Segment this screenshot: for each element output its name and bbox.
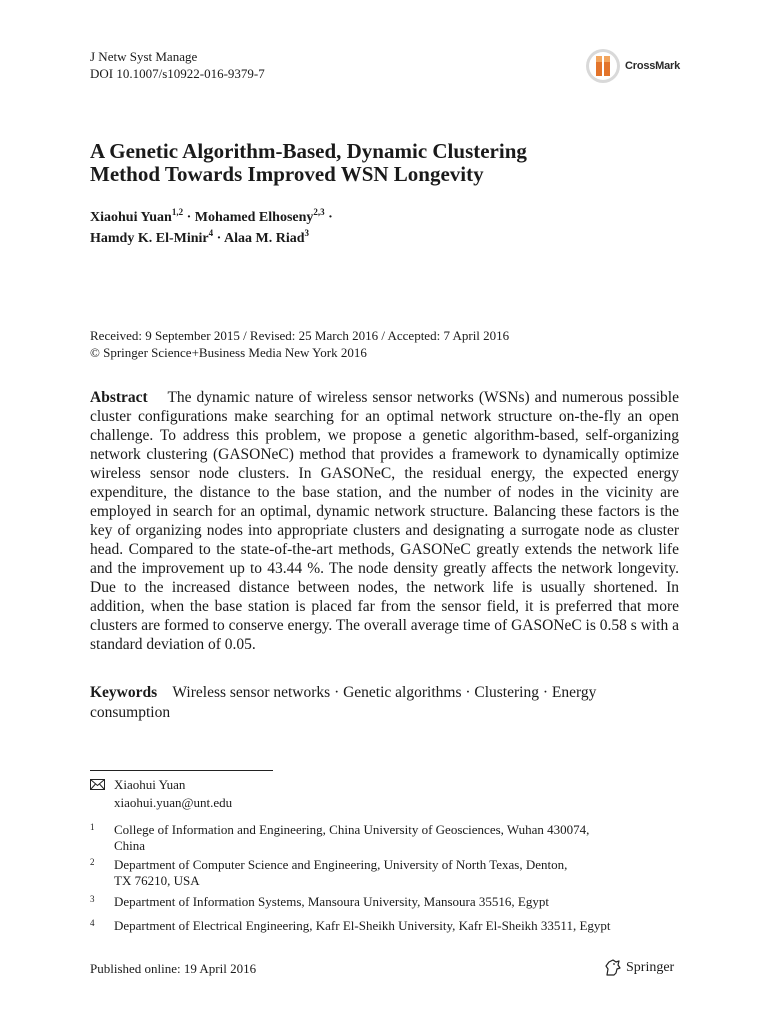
affiliation-line: Department of Electrical Engineering, Kafr El-Sheikh University, Kafr El-Sheikh 33511, Egypt (114, 918, 611, 933)
author-separator: · (186, 210, 192, 225)
author-affiliation-mark: 1,2 (171, 207, 184, 217)
publisher-logo (604, 958, 694, 978)
journal-header (90, 48, 265, 82)
author-line-2 (90, 228, 333, 249)
author-line-1 (90, 207, 333, 228)
abstract-heading: Abstract (90, 389, 148, 406)
article-history (90, 327, 509, 361)
affiliation-line: Department of Computer Science and Engineering, University of North Texas, Denton, (114, 857, 568, 872)
author-name[interactable]: Xiaohui Yuan (90, 210, 172, 225)
envelope-icon (90, 779, 105, 790)
affiliation-line: China (114, 838, 146, 853)
copyright: © Springer Science+Business Media New York 2016 (90, 345, 367, 360)
keywords-heading: Keywords (90, 684, 158, 701)
author-separator: · (216, 231, 222, 246)
correspondence-email[interactable]: xiaohui.yuan@unt.edu (114, 795, 233, 810)
affiliation-number: 3 (90, 894, 95, 904)
affiliation-line: Department of Information Systems, Mansoura University, Mansoura 35516, Egypt (114, 894, 549, 909)
author-separator: · (328, 210, 333, 225)
springer-horse-icon (604, 959, 622, 977)
journal-name: J Netw Syst Manage (90, 49, 198, 64)
doi[interactable]: DOI 10.1007/s10922-016-9379-7 (90, 66, 265, 81)
paper-title (90, 140, 650, 186)
affiliation-line: TX 76210, USA (114, 873, 200, 888)
author-list (90, 207, 333, 249)
published-online: Published online: 19 April 2016 (90, 961, 257, 976)
author-name[interactable]: Mohamed Elhoseny (194, 210, 314, 225)
crossmark-label: CrossMark (625, 60, 681, 72)
correspondence-name-row (90, 776, 232, 794)
crossmark-badge[interactable] (585, 50, 695, 84)
abstract (90, 388, 679, 654)
keywords-text: Wireless sensor networks · Genetic algorithms · Clustering · Energy consumption (90, 684, 597, 721)
correspondence (90, 776, 232, 812)
author-affiliation-mark: 3 (304, 228, 310, 238)
history-dates: Received: 9 September 2015 / Revised: 25 March 2016 / Accepted: 7 April 2016 (90, 328, 510, 343)
affiliation-number: 1 (90, 822, 95, 832)
affiliation-number: 2 (90, 857, 95, 867)
affiliation-line: College of Information and Engineering, China University of Geosciences, Wuhan 430074, (114, 822, 590, 837)
title-line-1: A Genetic Algorithm-Based, Dynamic Clustering (90, 139, 527, 163)
author-affiliation-mark: 2,3 (313, 207, 325, 217)
author-name[interactable]: Hamdy K. El-Minir (90, 231, 209, 246)
footnote-divider (90, 770, 273, 771)
abstract-text: The dynamic nature of wireless sensor networks (WSNs) and numerous possible cluster configurations make searching for an optimal network structure on-the-fly an open challenge. To address this problem, we propose a genetic algorithm-based, self-organizing network clustering (GASONeC) method that provides a framework to dynamically optimize wireless sensor node clusters. In GASONeC, the residual energy, the expected energy expenditure, the distance to the base station, and the number of nodes in the vicinity are employed in search for an optimal, dynamic network structure. Balancing these factors is the key of organizing nodes into appropriate clusters and designating a surrogate node as cluster head. Compared to the state-of-the-art methods, GASONeC greatly extends the network life and the improvement up to 43.44 %. The node density greatly affects the network longevity. Due to the increased distance between nodes, the network life is usually shortened. In addition, when the base station is placed far from the sensor field, it is preferred that more clusters are formed to conserve energy. The overall average time of GASONeC is 0.58 s with a standard deviation of 0.05. (90, 389, 679, 653)
crossmark-badge-icon (585, 48, 621, 84)
affiliation-number: 4 (90, 918, 95, 928)
keywords (90, 683, 679, 722)
author-name[interactable]: Alaa M. Riad (224, 231, 305, 246)
title-line-2: Method Towards Improved WSN Longevity (90, 162, 484, 186)
publisher-name: Springer (626, 960, 675, 975)
author-affiliation-mark: 4 (208, 228, 214, 238)
correspondence-name: Xiaohui Yuan (114, 777, 186, 792)
